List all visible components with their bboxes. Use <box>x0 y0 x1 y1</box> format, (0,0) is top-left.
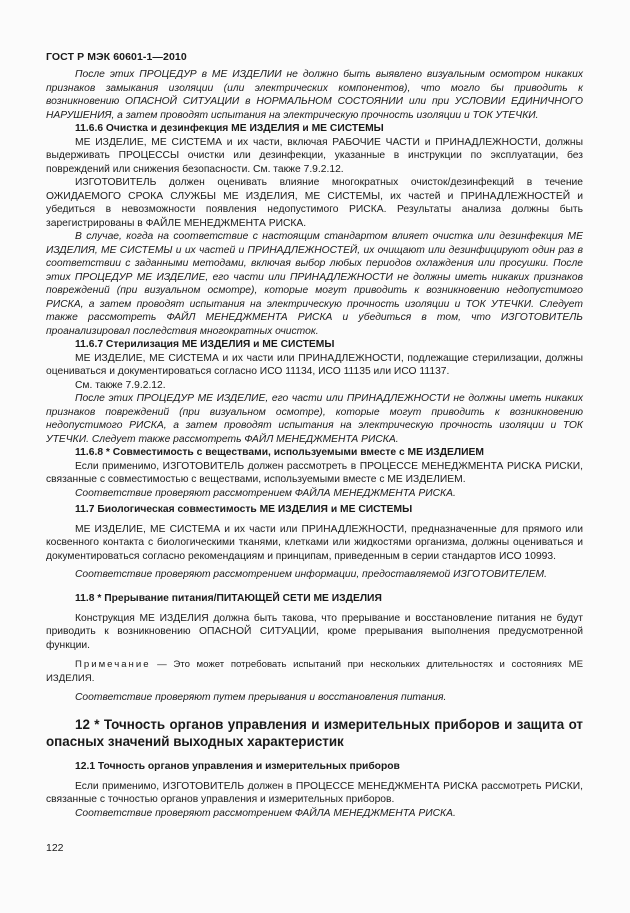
compliance-paragraph: Соответствие проверяют рассмотрением ФАЙЛА МЕНЕДЖМЕНТА РИСКА. <box>75 807 456 819</box>
paragraph: Если применимо, ИЗГОТОВИТЕЛЬ должен рассмотреть в ПРОЦЕССЕ МЕНЕДЖМЕНТА РИСКА РИСКИ, связанные с совместимостью с веществами, используемыми вместе с МЕ ИЗДЕЛИЕМ. <box>46 460 583 485</box>
paragraph: МЕ ИЗДЕЛИЕ, МЕ СИСТЕМА и их части, включая РАБОЧИЕ ЧАСТИ и ПРИНАДЛЕЖНОСТИ, должны выдерживать ПРОЦЕССЫ очистки или дезинфекции, указанные в инструкции по эксплуатации, без повреждений или снижения безопасности. См. также 7.9.2.12. <box>46 136 583 175</box>
paragraph: Конструкция МЕ ИЗДЕЛИЯ должна быть такова, что прерывание и восстановление питания не будут приводить к возникновению ОПАСНОЙ СИТУАЦИИ, кроме прерывания выполнения предусмотренной функции. <box>46 612 583 651</box>
section-heading: 11.6.6 Очистка и дезинфекция МЕ ИЗДЕЛИЯ и МЕ СИСТЕМЫ <box>75 123 384 134</box>
paragraph: МЕ ИЗДЕЛИЕ, МЕ СИСТЕМА и их части или ПРИНАДЛЕЖНОСТИ, предназначенные для прямого или косвенного контакта с биологическими тканями, клетками или жидкостями организма, должны оцениваться и документироваться согласно рекомендациям и принципам, приведенным в серии стандартов ИСО 10993. <box>46 523 583 562</box>
chapter-12-heading: 12 * Точность органов управления и измерительных приборов и защита от опасных значений выходных характеристик <box>46 717 583 749</box>
compliance-paragraph: Соответствие проверяют рассмотрением ФАЙЛА МЕНЕДЖМЕНТА РИСКА. <box>75 487 456 499</box>
compliance-paragraph: Соответствие проверяют рассмотрением информации, предоставляемой ИЗГОТОВИТЕЛЕМ. <box>75 569 547 580</box>
section-heading: 11.6.8 * Совместимость с веществами, используемыми вместе с МЕ ИЗДЕЛИЕМ <box>75 447 484 458</box>
paragraph: После этих ПРОЦЕДУР в МЕ ИЗДЕЛИИ не должно быть выявлено визуальным осмотром никаких признаков замыкания изоляции (или электрических компонентов), что могло бы приводить к возникновению ОПАСНОЙ СИТУАЦИИ в НОРМАЛЬНОМ СОСТОЯНИИ или при УСЛОВИИ ЕДИНИЧНОГО НАРУШЕНИЯ, а затем проводят испытания на электрическую прочность изоляции и ТОК УТЕЧКИ. <box>46 69 583 121</box>
compliance-paragraph: Соответствие проверяют путем прерывания и восстановления питания. <box>75 692 447 703</box>
paragraph: МЕ ИЗДЕЛИЕ, МЕ СИСТЕМА и их части или ПРИНАДЛЕЖНОСТИ, подлежащие стерилизации, должны оцениваться и документироваться согласно ИСО 11134, ИСО 11135 или ИСО 11137. <box>46 352 583 377</box>
paragraph: В случае, когда на соответствие с настоящим стандартом влияет очистка или дезинфекция МЕ ИЗДЕЛИЯ, МЕ СИСТЕМЫ и их частей и ПРИНАДЛЕЖНОСТЕЙ, их очищают или дезинфицируют один раз в соответствии с заданными методами, включая выбор любых периодов охлаждения или просушки. После этих ПРОЦЕДУР МЕ ИЗДЕЛИЕ, его части или ПРИНАДЛЕЖНОСТИ не должны иметь никаких признаков повреждений (при визуальном осмотре), которые могут приводить к возникновению недопустимого РИСКА, а затем проводят испытания на электрическую прочность изоляции и ТОК УТЕЧКИ. Следует также рассмотреть ФАЙЛ МЕНЕДЖМЕНТА РИСКА и убедиться в том, что ИЗГОТОВИТЕЛЬ проанализировал последствия многократных очисток. <box>46 231 583 337</box>
section-heading: 11.6.7 Стерилизация МЕ ИЗДЕЛИЯ и МЕ СИСТЕМЫ <box>75 339 335 350</box>
note-paragraph <box>46 658 583 685</box>
document-header: ГОСТ Р МЭК 60601-1—2010 <box>46 51 187 63</box>
section-heading: 11.8 * Прерывание питания/ПИТАЮЩЕЙ СЕТИ МЕ ИЗДЕЛИЯ <box>75 593 382 604</box>
paragraph: После этих ПРОЦЕДУР МЕ ИЗДЕЛИЕ, его части или ПРИНАДЛЕЖНОСТИ не должны иметь никаких признаков повреждений (при визуальном осмотре), которые могут приводить к возникновению недопустимого РИСКА, а затем проводят испытания на электрическую прочность изоляции и ТОК УТЕЧКИ. Следует также рассмотреть ФАЙЛ МЕНЕДЖМЕНТА РИСКА. <box>46 393 583 445</box>
paragraph: Если применимо, ИЗГОТОВИТЕЛЬ должен в ПРОЦЕССЕ МЕНЕДЖМЕНТА РИСКА рассмотреть РИСКИ, связанные с точностью органов управления и измерительных приборов. <box>46 780 583 805</box>
paragraph: См. также 7.9.2.12. <box>75 379 166 391</box>
section-11-6-block <box>46 68 583 500</box>
note-text: — Это может потребовать испытаний при нескольких длительностях и состояниях МЕ ИЗДЕЛИЯ. <box>46 659 583 684</box>
page-number: 122 <box>46 842 64 854</box>
section-11-8-block <box>46 592 583 705</box>
section-heading: 12.1 Точность органов управления и измерительных приборов <box>75 761 400 772</box>
note-label: Примечание <box>75 659 151 670</box>
section-12-1-block <box>46 760 583 820</box>
section-heading: 11.7 Биологическая совместимость МЕ ИЗДЕЛИЯ и МЕ СИСТЕМЫ <box>75 504 413 515</box>
paragraph: ИЗГОТОВИТЕЛЬ должен оценивать влияние многократных очисток/дезинфекций в течение ОЖИДАЕМОГО СРОКА СЛУЖБЫ МЕ ИЗДЕЛИЯ, МЕ СИСТЕМЫ, их частей и ПРИНАДЛЕЖНОСТЕЙ и убедиться в невозможности появления недопустимого РИСКА. Результаты анализа должны быть зарегистрированы в ФАЙЛЕ МЕНЕДЖМЕНТА РИСКА. <box>46 177 583 229</box>
section-11-7-block <box>46 503 583 582</box>
